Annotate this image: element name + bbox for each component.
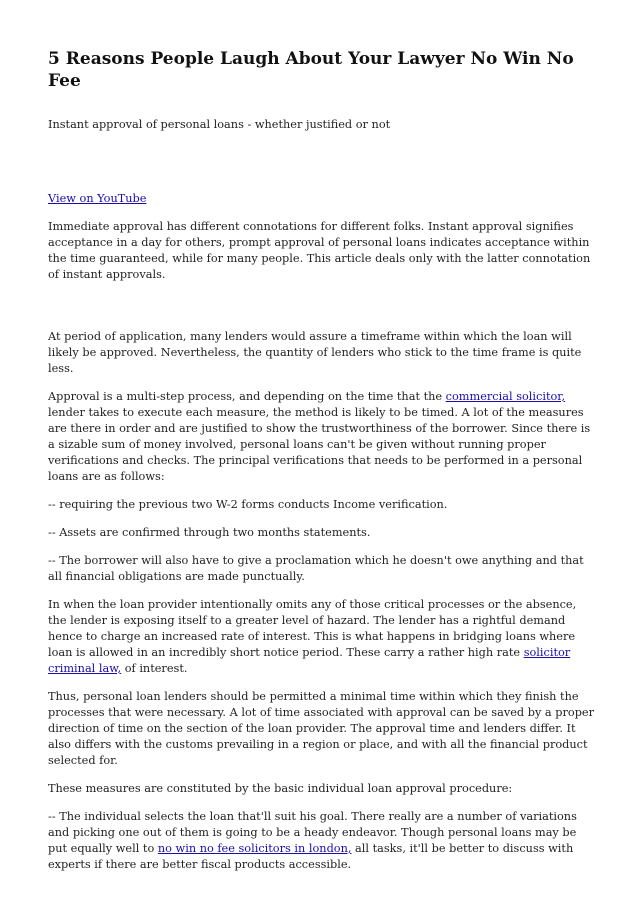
- solicitor-criminal-law-link[interactable]: solicitor criminal law,: [48, 646, 571, 675]
- paragraph-7-text-start: In when the loan provider intentionally omits any of those critical processes or the absence, the lender is exposing itself to a greater level of hazard. The lender has a rightful demand hence to charge an increased rate of interest. This is what happens in bridging loans where loan is allowed in an incredibly short notice period. These carry a rather high rate: [48, 598, 577, 659]
- paragraph-7-text-end: of interest.: [121, 662, 188, 675]
- paragraph-3-text-start: Approval is a multi-step process, and depending on the time that the: [48, 390, 446, 403]
- paragraph-1: Immediate approval has different connotations for different folks. Instant approval signifies acceptance in a day for others, prompt approval of personal loans indicates acceptance within the time guaranteed, while for many people. This article deals only with the latter connotation of instant approvals.: [48, 220, 591, 281]
- paragraph-8: Thus, personal loan lenders should be permitted a minimal time within which they finish the processes that were necessary. A lot of time associated with approval can be saved by a proper direction of time on the section of the loan provider. The approval time and lenders differ. It also differs with the customs prevailing in a region or place, and with all the financial product selected for.: [48, 690, 595, 767]
- paragraph-4: -- requiring the previous two W-2 forms conducts Income verification.: [48, 498, 448, 511]
- paragraph-9: These measures are constituted by the basic individual loan approval procedure:: [48, 782, 513, 795]
- view-on-youtube-link[interactable]: View on YouTube: [48, 192, 147, 205]
- paragraph-5: -- Assets are confirmed through two months statements.: [48, 526, 371, 539]
- subtitle: Instant approval of personal loans - whether justified or not: [48, 118, 391, 131]
- no-win-no-fee-solicitors-link[interactable]: no win no fee solicitors in london,: [157, 842, 352, 855]
- paragraph-10-text-end: all tasks, it'll be better to discuss with experts if there are better fiscal products accessible.: [48, 842, 574, 871]
- page-title: 5 Reasons People Laugh About Your Lawyer No Win No Fee: [48, 49, 574, 91]
- paragraph-2: At period of application, many lenders would assure a timeframe within which the loan will likely be approved. Nevertheless, the quantity of lenders who stick to the time frame is quite less.: [48, 330, 582, 375]
- paragraph-3-text-end: lender takes to execute each measure, the method is likely to be timed. A lot of the measures are there in order and are justified to show the trustworthiness of the borrower. Since there is a sizable sum of money involved, personal loans can't be given without running proper verifications and checks. The principal verifications that needs to be performed in a personal loans are as follows:: [48, 406, 591, 483]
- document-page: [48, 48, 596, 873]
- paragraph-7: [48, 597, 596, 677]
- commercial-solicitor-link[interactable]: commercial solicitor,: [445, 390, 566, 403]
- paragraph-10: [48, 809, 596, 873]
- paragraph-10-text-start: -- The individual selects the loan that'll suit his goal. There really are a number of variations and picking one out of them is going to be a heady endeavor. Though personal loans may be put equally well to: [48, 810, 577, 855]
- paragraph-6: -- The borrower will also have to give a proclamation which he doesn't owe anything and that all financial obligations are made punctually.: [48, 554, 584, 583]
- youtube-link-paragraph: [48, 191, 596, 207]
- paragraph-3: [48, 389, 596, 485]
